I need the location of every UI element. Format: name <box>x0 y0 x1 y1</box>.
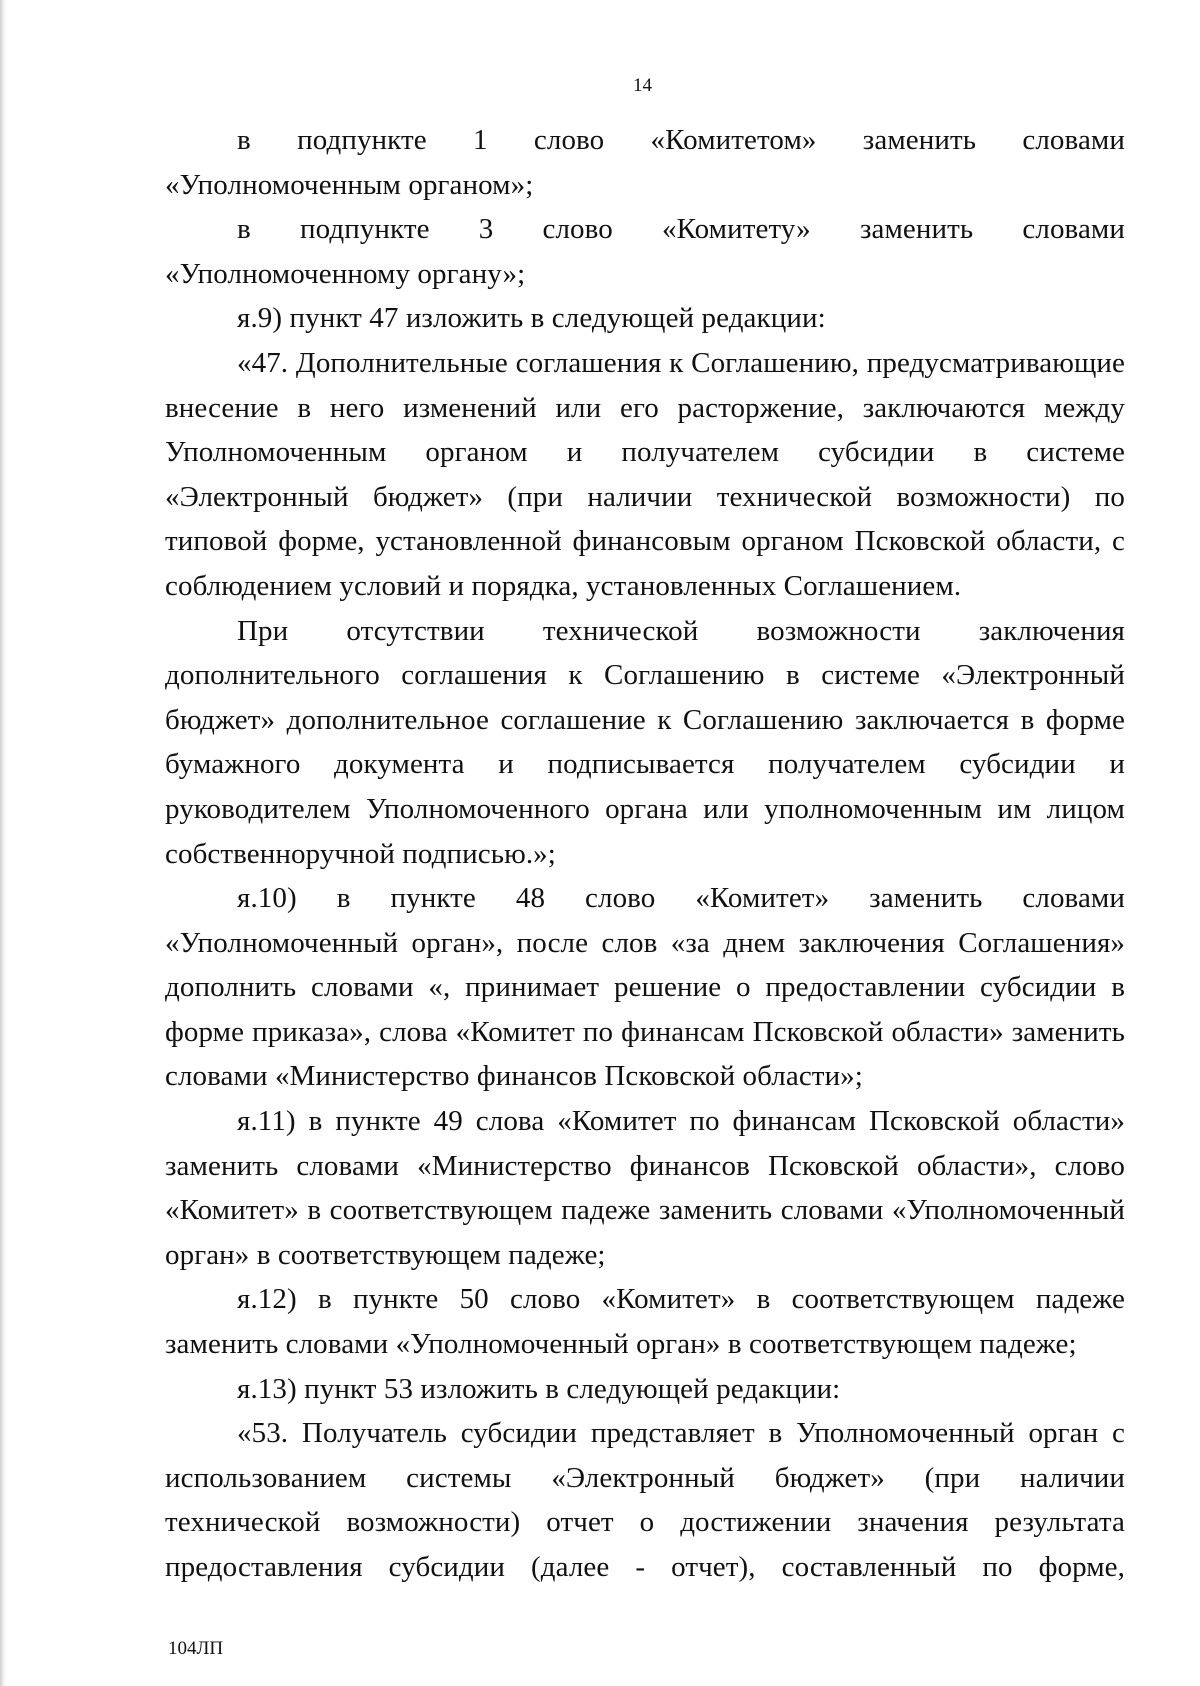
scan-edge <box>0 0 6 1686</box>
paragraph-item-11: я.11) в пункте 49 слова «Комитет по финансам Псковской области» заменить словами «Министерство финансов Псковской области», слово «Комитет» в соответствующем падеже заменить словами «Уполномоченный орган» в соответствующем падеже; <box>165 1105 1125 1271</box>
paragraph-item-10: я.10) в пункте 48 слово «Комитет» заменить словами «Уполномоченный орган», после слов «за днем заключения Соглашения» дополнить словами «, принимает решение о предоставлении субсидии в форме приказа», слова «Комитет по финансам Псковской области» заменить словами «Министерство финансов Псковской области»; <box>165 882 1125 1093</box>
document-body <box>165 118 1125 1590</box>
paragraph-point-47: «47. Дополнительные соглашения к Соглашению, предусматривающие внесение в него изменений или его расторжение, заключаются между Уполномоченным органом и получателем субсидии в системе «Электронный бюджет» (при наличии технической возможности) по типовой форме, установленной финансовым органом Псковской области, с соблюдением условий и порядка, установленных Соглашением. <box>165 346 1125 602</box>
paragraph-item-9: я.9) пункт 47 изложить в следующей редакции: <box>237 302 826 335</box>
paragraph-point-53: «53. Получатель субсидии представляет в Уполномоченный орган с использованием системы «Электронный бюджет» (при наличии технической возможности) отчет о достижении значения результата предоставления субсидии (далее - отчет), составленный по форме, <box>165 1417 1125 1583</box>
paragraph-item-12: я.12) в пункте 50 слово «Комитет» в соответствующем падеже заменить словами «Уполномоченный орган» в соответствующем падеже; <box>165 1283 1125 1361</box>
paragraph-no-technical-possibility: При отсутствии технической возможности заключения дополнительного соглашения к Соглашению в системе «Электронный бюджет» дополнительное соглашение к Соглашению заключается в форме бумажного документа и подписывается получателем субсидии и руководителем Уполномоченного органа или уполномоченным им лицом собственноручной подписью.»; <box>165 614 1125 870</box>
document-code: 104ЛП <box>168 1638 224 1659</box>
paragraph-subpoint-1: в подпункте 1 слово «Комитетом» заменить словами «Уполномоченным органом»; <box>165 124 1125 201</box>
page-number: 14 <box>633 75 652 96</box>
paragraph-item-13: я.13) пункт 53 изложить в следующей редакции: <box>237 1372 841 1405</box>
paragraph-subpoint-3: в подпункте 3 слово «Комитету» заменить словами «Уполномоченному органу»; <box>165 213 1125 290</box>
